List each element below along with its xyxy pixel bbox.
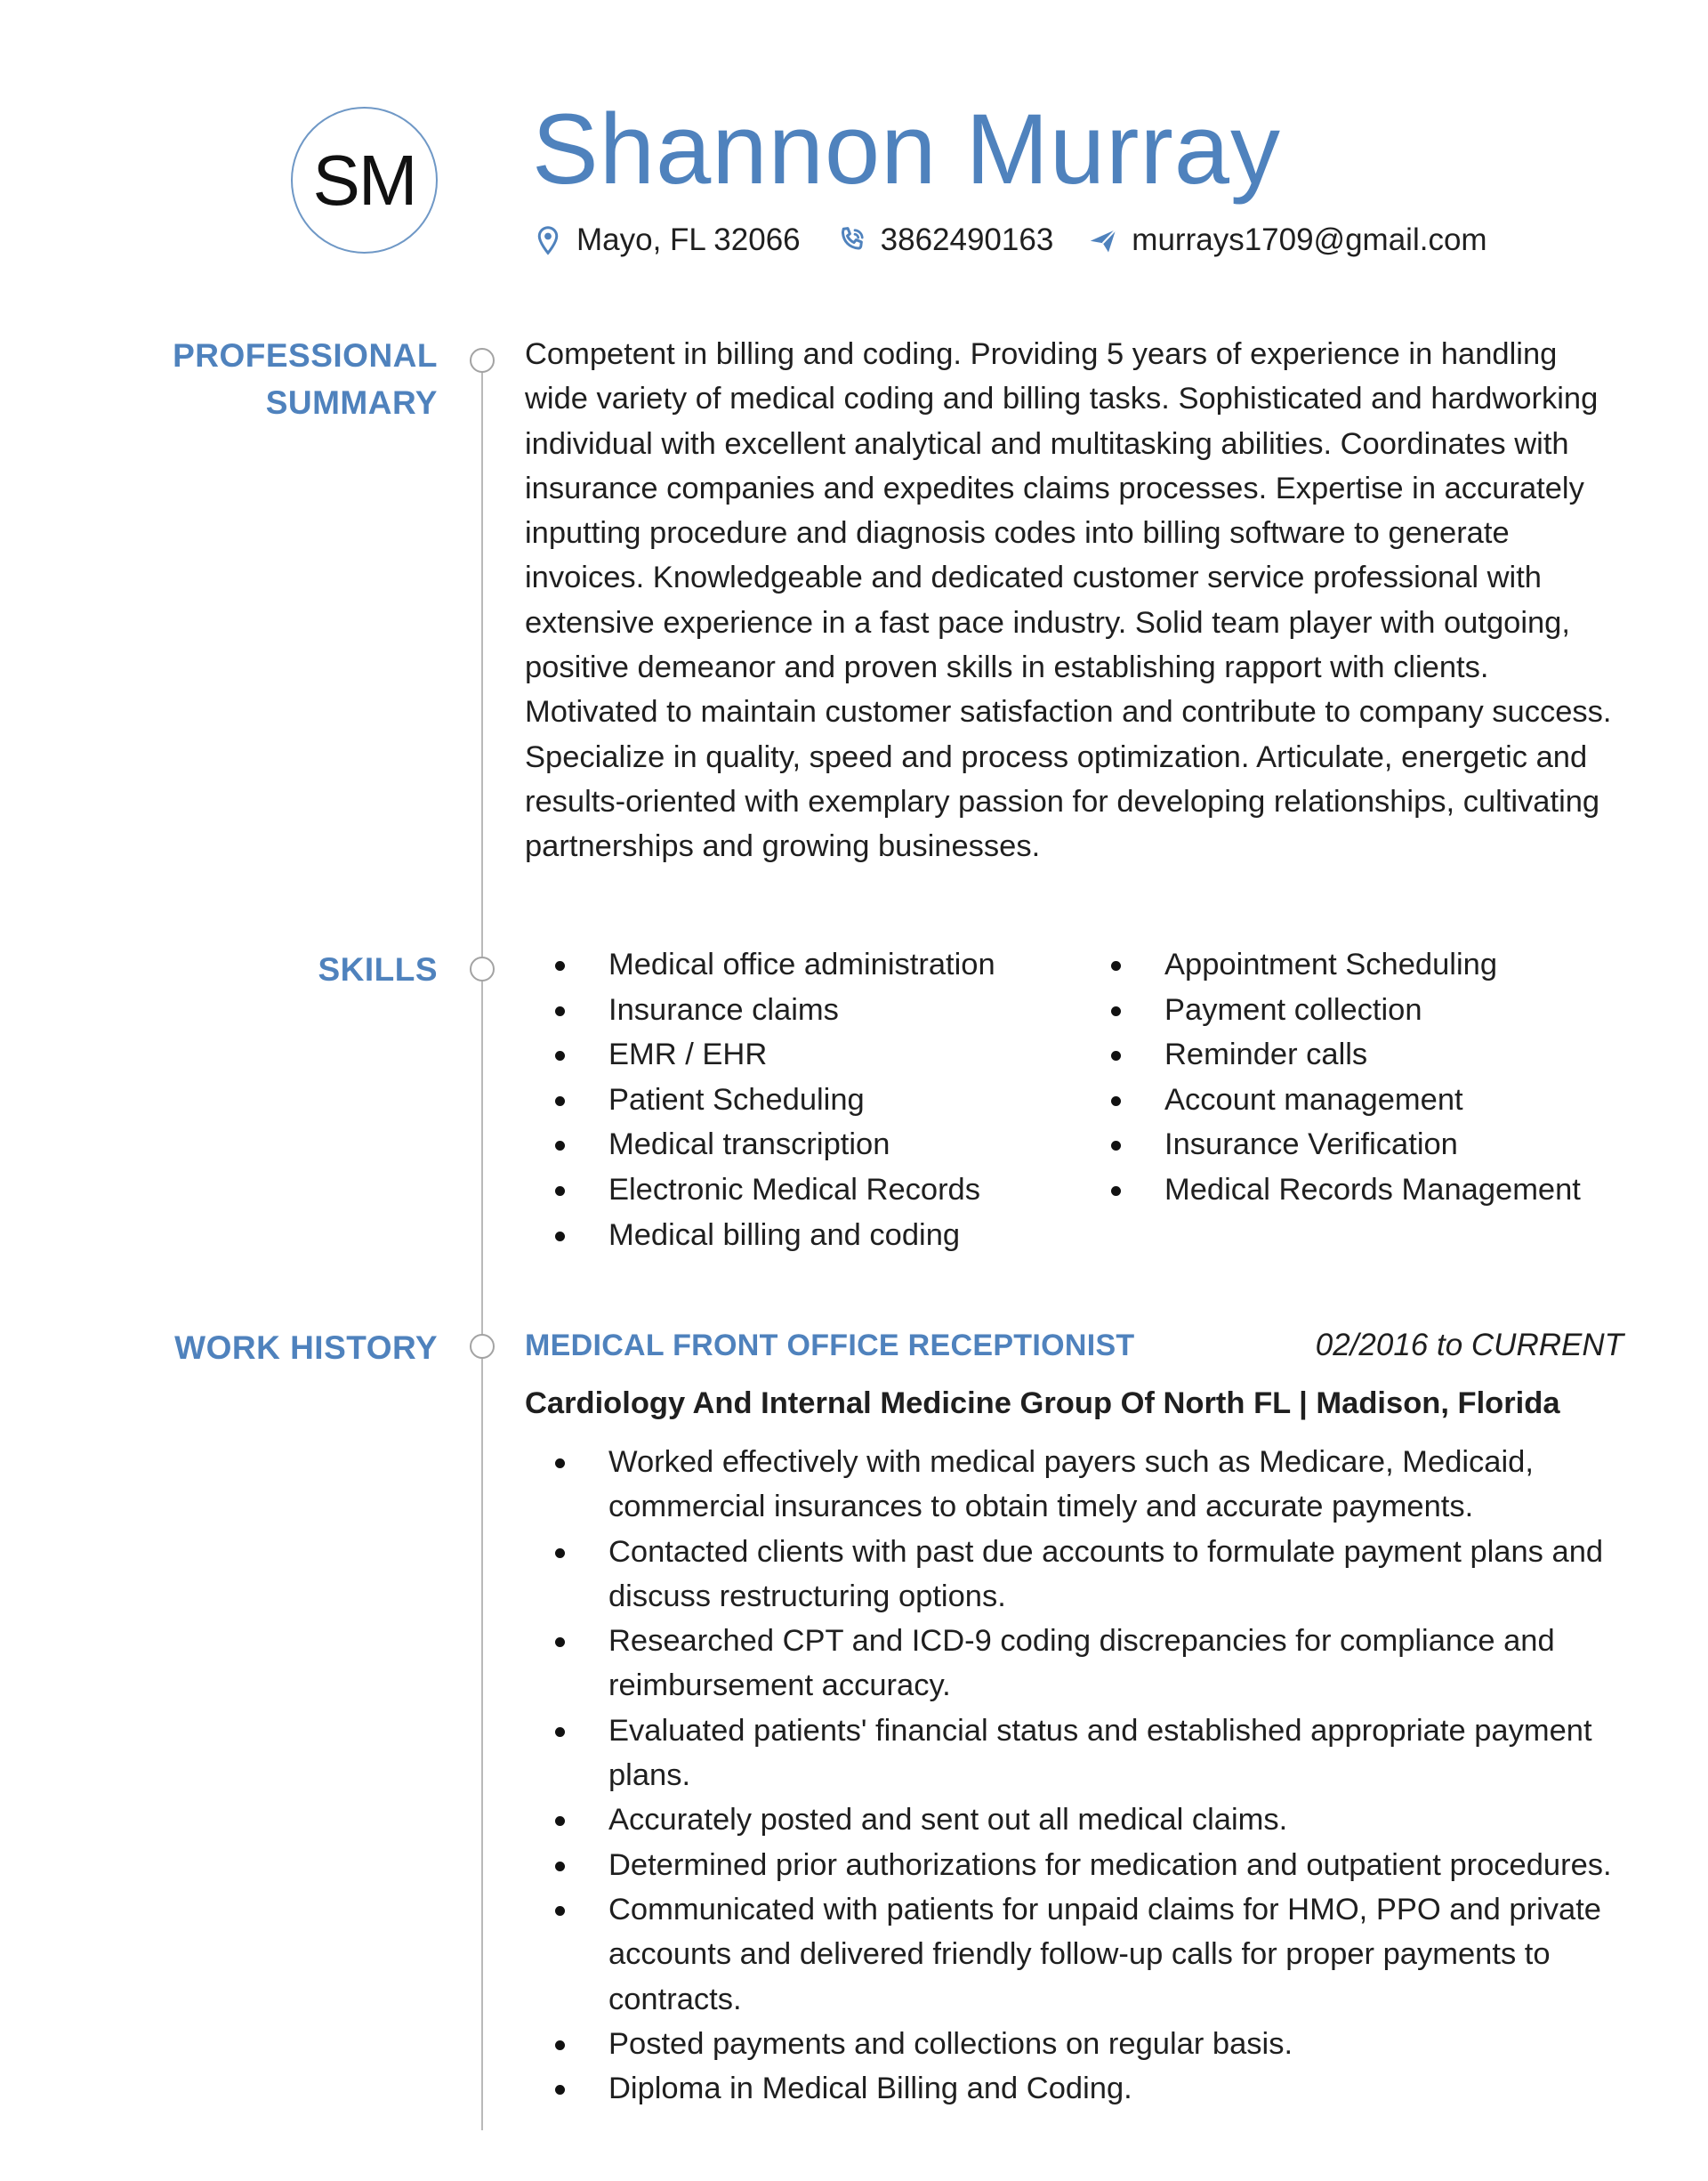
candidate-name: Shannon Murray <box>532 93 1282 205</box>
contact-location <box>532 222 801 258</box>
skill-label: Medical office administration <box>608 948 995 981</box>
job-dates: 02/2016 to CURRENT <box>1315 1328 1623 1362</box>
summary-line: Motivated to maintain customer satisfaction and contribute to company success. <box>525 695 1612 730</box>
duty-item <box>525 1619 1646 1708</box>
bullet-dot <box>555 1006 565 1016</box>
skill-label: Payment collection <box>1164 992 1422 1027</box>
summary-line: positive demeanor and proven skills in establishing rapport with clients. <box>525 650 1489 685</box>
section-title-work-history: WORK HISTORY <box>174 1329 438 1366</box>
duty-line: Evaluated patients' financial status and established appropriate payment <box>608 1713 1592 1748</box>
skill-item <box>525 1032 995 1078</box>
skill-item <box>1081 988 1581 1033</box>
bullet-dot <box>1111 1096 1121 1106</box>
bullet-dot <box>1111 1051 1121 1061</box>
skill-label: Account management <box>1164 1082 1463 1117</box>
duty-line: Diploma in Medical Billing and Coding. <box>608 2072 1132 2106</box>
skill-label: Reminder calls <box>1164 1038 1368 1072</box>
bullet-dot <box>555 1862 565 1871</box>
skills-list-left <box>525 942 995 1257</box>
duty-item <box>525 1843 1646 1887</box>
timeline-line <box>481 372 483 2130</box>
skills-list-right <box>1081 942 1581 1213</box>
bullet-dot <box>1111 1186 1121 1196</box>
section-title-line: PROFESSIONAL <box>173 337 438 374</box>
duty-line: accounts and delivered friendly follow-up calls for proper payments to <box>608 1937 1551 1972</box>
duty-item <box>525 2066 1646 2111</box>
duty-line: Contacted clients with past due accounts to formulate payment plans and <box>608 1534 1604 1569</box>
duty-item <box>525 1440 1646 1530</box>
duty-item <box>525 1530 1646 1620</box>
email-text: murrays1709@gmail.com <box>1132 222 1487 257</box>
duty-line: commercial insurances to obtain timely and accurate payments. <box>608 1490 1474 1524</box>
skill-item <box>1081 1032 1581 1078</box>
skill-label: Patient Scheduling <box>608 1082 865 1117</box>
timeline-node-skills <box>470 957 495 981</box>
bullet-dot <box>555 2040 565 2050</box>
duty-item <box>525 1887 1646 2022</box>
location-pin-icon <box>532 224 564 256</box>
bullet-dot <box>1111 961 1121 971</box>
summary-line: inputting procedure and diagnosis codes into billing software to generate <box>525 516 1510 551</box>
skill-label: Insurance claims <box>608 992 839 1027</box>
bullet-dot <box>555 1141 565 1151</box>
skill-item <box>525 1122 995 1167</box>
summary-paragraph <box>525 332 1628 869</box>
duty-item <box>525 1797 1646 1842</box>
section-title-skills: SKILLS <box>318 951 438 988</box>
duty-line: Determined prior authorizations for medication and outpatient procedures. <box>608 1847 1612 1882</box>
skill-item <box>1081 1167 1581 1213</box>
bullet-dot <box>555 1186 565 1196</box>
duty-line: reimbursement accuracy. <box>608 1668 951 1703</box>
bullet-dot <box>555 2085 565 2095</box>
bullet-dot <box>555 1232 565 1241</box>
summary-line: partnerships and growing businesses. <box>525 829 1041 864</box>
bullet-dot <box>555 1458 565 1468</box>
duty-line: Posted payments and collections on regular basis. <box>608 2026 1293 2061</box>
summary-line: Competent in billing and coding. Providing 5 years of experience in handling <box>525 337 1558 371</box>
job-duties-list <box>525 1440 1646 2111</box>
skill-item <box>1081 942 1581 988</box>
bullet-dot <box>555 1051 565 1061</box>
bullet-dot <box>555 1548 565 1558</box>
timeline-node-summary <box>470 348 495 373</box>
duty-line: Researched CPT and ICD-9 coding discrepancies for compliance and <box>608 1624 1555 1659</box>
skill-item <box>525 1167 995 1213</box>
skill-label: Medical Records Management <box>1164 1172 1581 1207</box>
skill-label: EMR / EHR <box>608 1038 768 1072</box>
contact-bar <box>532 219 1487 262</box>
contact-email <box>1087 222 1486 258</box>
job-title: MEDICAL FRONT OFFICE RECEPTIONIST <box>525 1329 1135 1362</box>
skill-item <box>525 1078 995 1123</box>
monogram-avatar: SM <box>291 107 438 254</box>
skill-label: Electronic Medical Records <box>608 1172 980 1207</box>
skill-label: Medical transcription <box>608 1127 890 1162</box>
contact-phone <box>836 222 1054 258</box>
company-name: Cardiology And Internal Medicine Group Of North FL | Madison, Florida <box>525 1386 1560 1420</box>
skill-label: Medical billing and coding <box>608 1217 961 1252</box>
duty-line: Worked effectively with medical payers such as Medicare, Medicaid, <box>608 1445 1534 1479</box>
bullet-dot <box>555 1096 565 1106</box>
bullet-dot <box>555 1727 565 1737</box>
duty-line: plans. <box>608 1758 691 1793</box>
skill-item <box>525 942 995 988</box>
bullet-dot <box>1111 1141 1121 1151</box>
phone-icon <box>836 224 868 256</box>
phone-text: 3862490163 <box>880 222 1054 257</box>
bullet-dot <box>555 1816 565 1826</box>
summary-line: individual with excellent analytical and multitasking abilities. Coordinates with <box>525 426 1569 461</box>
skill-item <box>525 988 995 1033</box>
bullet-dot <box>555 961 565 971</box>
timeline-node-work <box>470 1334 495 1359</box>
duty-line: Communicated with patients for unpaid claims for HMO, PPO and private <box>608 1892 1601 1927</box>
duty-line: discuss restructuring options. <box>608 1579 1006 1613</box>
summary-line: wide variety of medical coding and billing tasks. Sophisticated and hardworking <box>525 382 1599 416</box>
skill-item <box>1081 1122 1581 1167</box>
summary-line: results-oriented with exemplary passion for developing relationships, cultivating <box>525 784 1600 819</box>
skill-label: Appointment Scheduling <box>1164 948 1498 981</box>
location-text: Mayo, FL 32066 <box>576 222 801 257</box>
duty-line: contracts. <box>608 1982 742 2016</box>
summary-line: extensive experience in a fast pace industry. Solid team player with outgoing, <box>525 605 1570 640</box>
bullet-dot <box>1111 1006 1121 1016</box>
summary-line: Specialize in quality, speed and process optimization. Articulate, energetic and <box>525 739 1588 774</box>
duty-item <box>525 2022 1646 2066</box>
skill-item <box>1081 1078 1581 1123</box>
duty-item <box>525 1708 1646 1798</box>
section-title-summary <box>173 332 438 426</box>
bullet-dot <box>555 1637 565 1647</box>
send-icon <box>1087 224 1119 256</box>
skill-label: Insurance Verification <box>1164 1127 1458 1162</box>
bullet-dot <box>555 1906 565 1916</box>
duty-line: Accurately posted and sent out all medical claims. <box>608 1803 1288 1838</box>
summary-line: invoices. Knowledgeable and dedicated customer service professional with <box>525 561 1542 595</box>
skill-item <box>525 1213 995 1258</box>
summary-line: insurance companies and expedites claims processes. Expertise in accurately <box>525 471 1584 505</box>
section-title-line: SUMMARY <box>265 384 438 421</box>
